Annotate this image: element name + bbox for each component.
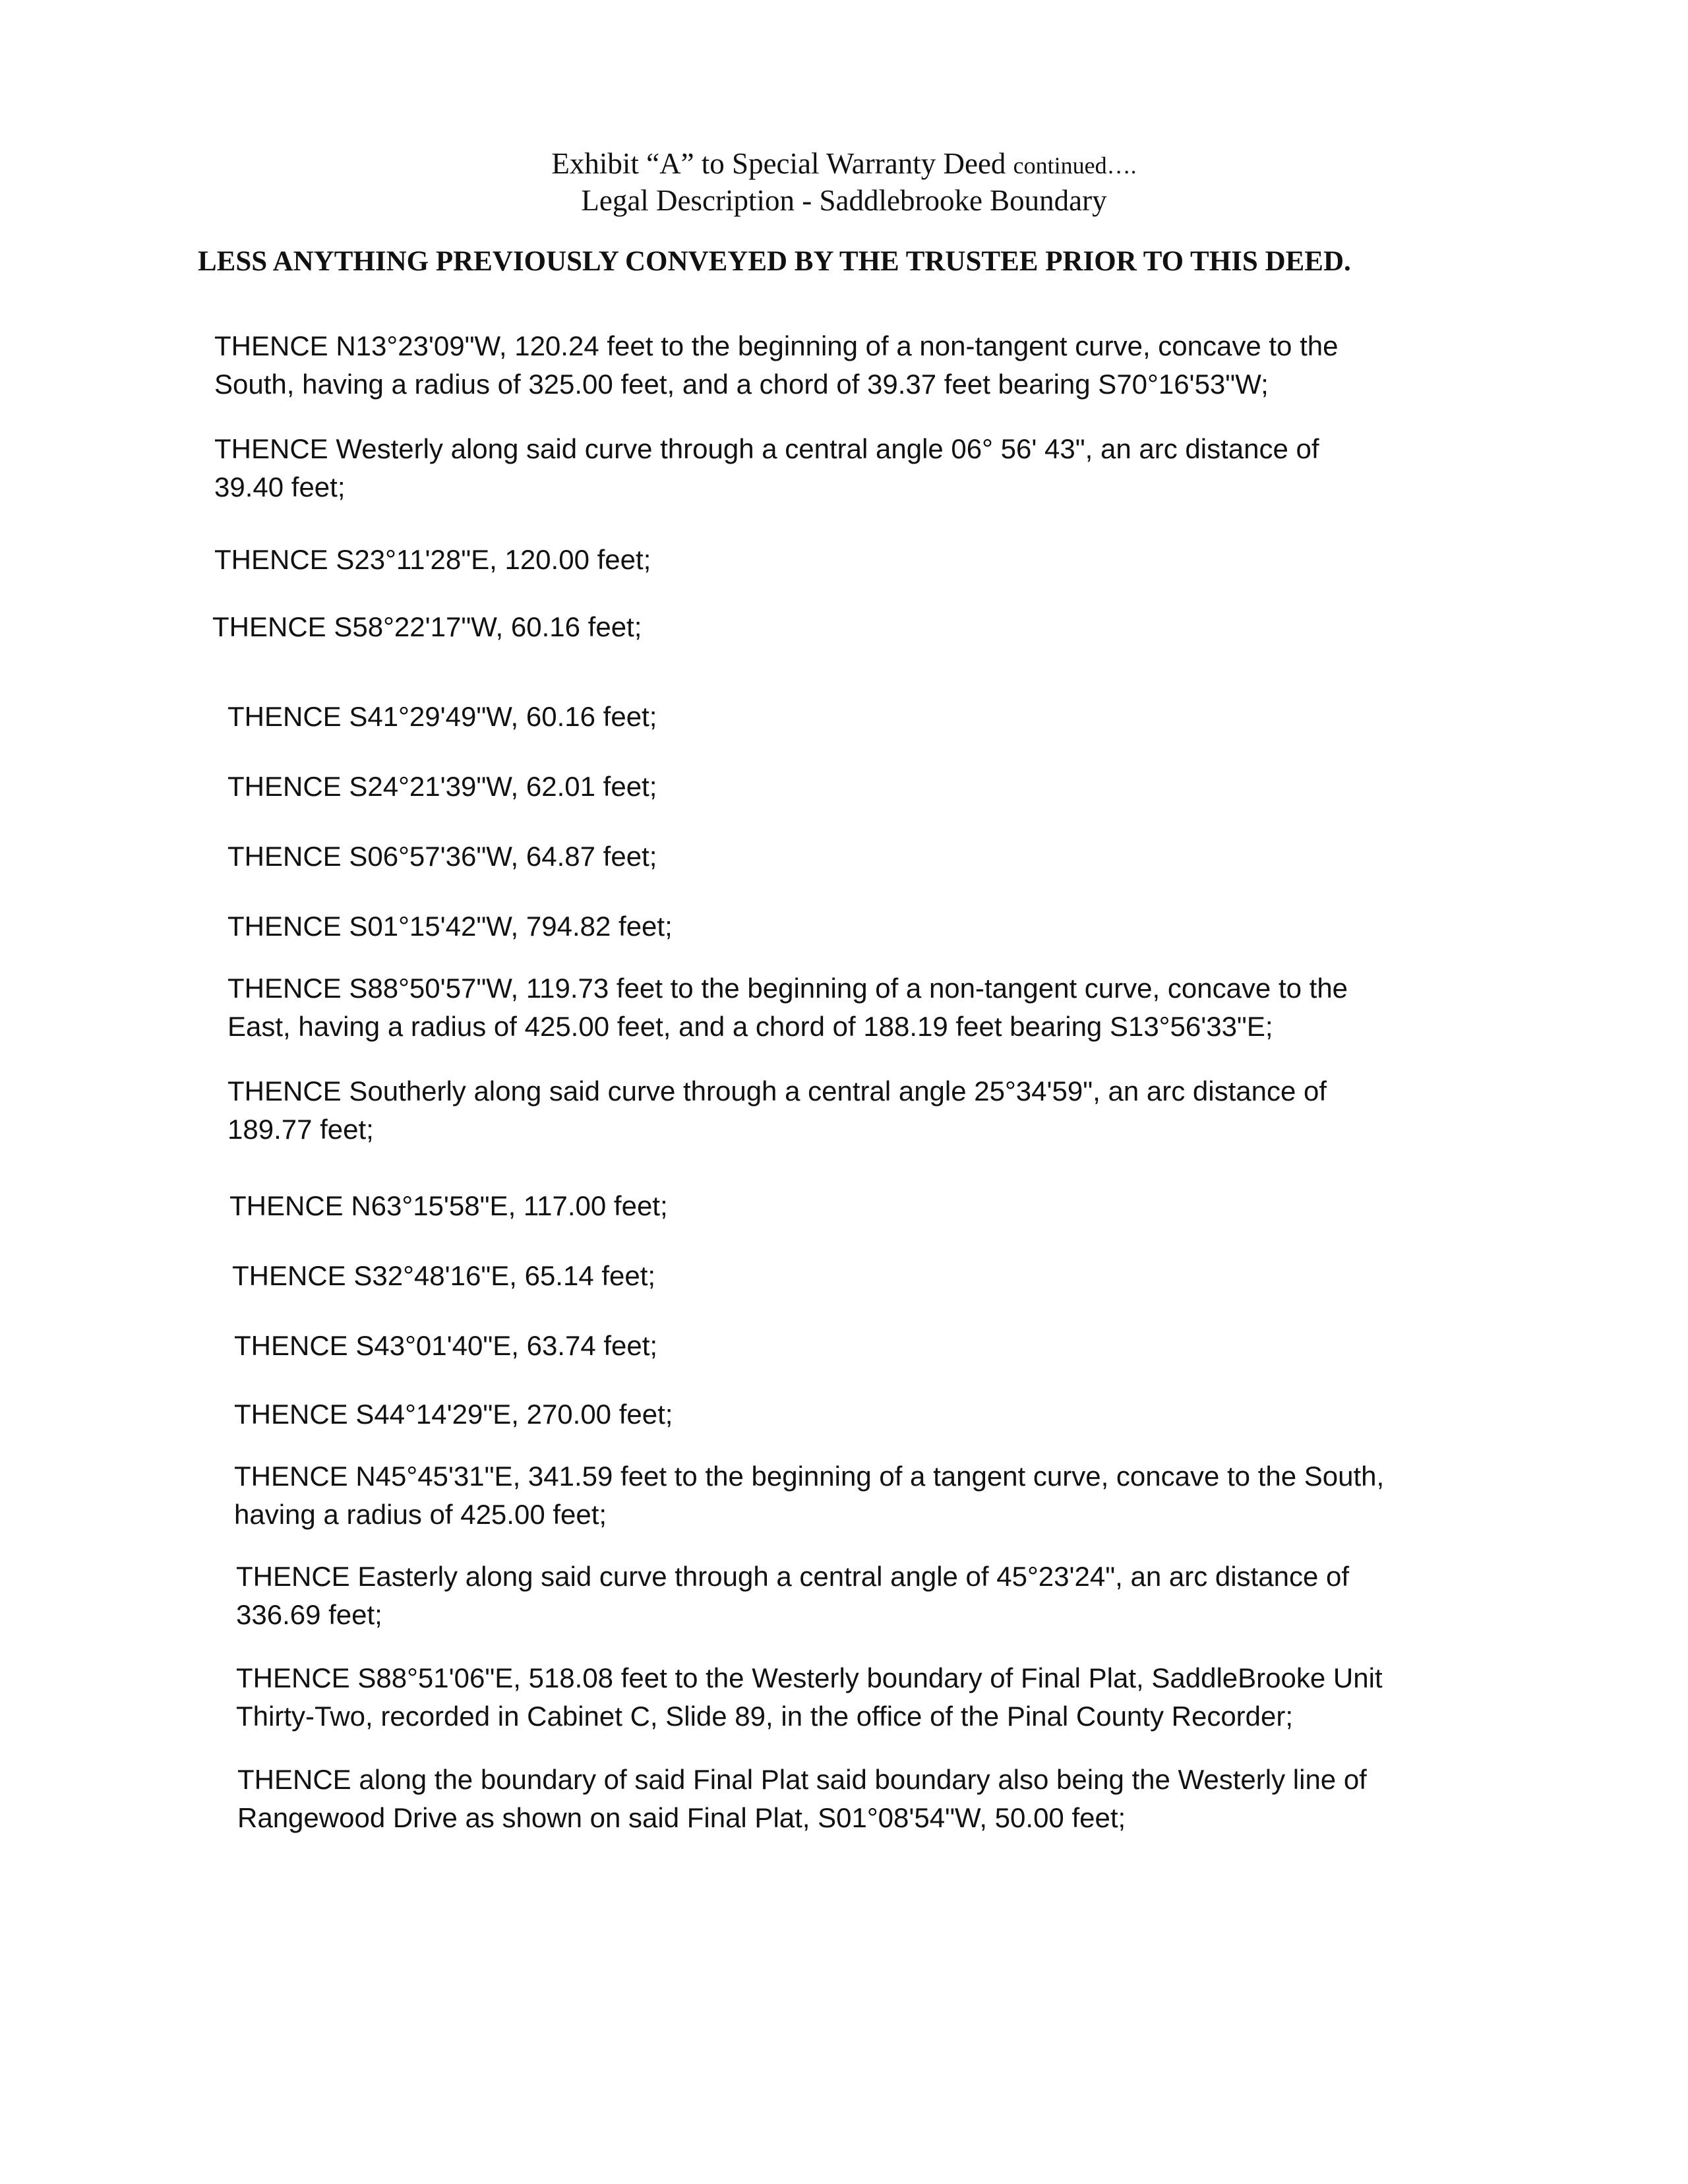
course-paragraph-5 xyxy=(227,698,657,736)
paragraph-line: THENCE Westerly along said curve through a central angle 06° 56' 43", an arc distance of xyxy=(214,433,1319,464)
paragraph-line: THENCE S23°11'28"E, 120.00 feet; xyxy=(214,544,651,575)
paragraph-line: THENCE N45°45'31"E, 341.59 feet to the beginning of a tangent curve, concave to the South, xyxy=(234,1461,1385,1492)
paragraph-line: THENCE S06°57'36"W, 64.87 feet; xyxy=(227,841,657,872)
course-paragraph-13 xyxy=(234,1327,657,1365)
paragraph-line: THENCE N13°23'09"W, 120.24 feet to the beginning of a non-tangent curve, concave to the xyxy=(214,330,1339,361)
paragraph-line: THENCE N63°15'58"E, 117.00 feet; xyxy=(229,1190,668,1221)
course-paragraph-3 xyxy=(214,541,651,579)
paragraph-line: having a radius of 425.00 feet; xyxy=(234,1499,607,1530)
paragraph-line: THENCE S88°51'06"E, 518.08 feet to the Westerly boundary of Final Plat, SaddleBrooke Unit xyxy=(236,1662,1383,1693)
paragraph-line: THENCE S01°15'42"W, 794.82 feet; xyxy=(227,911,673,942)
paragraph-line: 39.40 feet; xyxy=(214,471,346,502)
exhibit-title-main: Exhibit “A” to Special Warranty Deed xyxy=(551,147,1006,180)
paragraph-line: THENCE Southerly along said curve through a central angle 25°34'59", an arc distance of xyxy=(227,1076,1327,1107)
course-paragraph-4 xyxy=(212,608,642,646)
exception-notice: LESS ANYTHING PREVIOUSLY CONVEYED BY THE TRUSTEE PRIOR TO THIS DEED. xyxy=(198,246,1351,277)
paragraph-line: 189.77 feet; xyxy=(227,1114,374,1145)
course-paragraph-15 xyxy=(234,1457,1384,1534)
exhibit-title xyxy=(0,144,1688,185)
paragraph-line: THENCE S44°14'29"E, 270.00 feet; xyxy=(234,1399,673,1430)
paragraph-line: Rangewood Drive as shown on said Final Plat, S01°08'54"W, 50.00 feet; xyxy=(237,1802,1126,1833)
paragraph-line: THENCE S43°01'40"E, 63.74 feet; xyxy=(234,1330,658,1361)
paragraph-line: South, having a radius of 325.00 feet, and a chord of 39.37 feet bearing S70°16'53"W; xyxy=(214,369,1269,400)
paragraph-line: Thirty-Two, recorded in Cabinet C, Slide 89, in the office of the Pinal County Recorder; xyxy=(236,1701,1294,1732)
paragraph-line: THENCE S32°48'16"E, 65.14 feet; xyxy=(232,1260,656,1291)
course-paragraph-8 xyxy=(227,907,673,946)
exhibit-title-suffix: continued…. xyxy=(1013,152,1137,179)
paragraph-line: 336.69 feet; xyxy=(236,1599,382,1630)
course-paragraph-18 xyxy=(237,1761,1367,1837)
course-paragraph-9 xyxy=(227,969,1348,1046)
paragraph-line: East, having a radius of 425.00 feet, and a chord of 188.19 feet bearing S13°56'33"E; xyxy=(227,1011,1273,1042)
paragraph-line: THENCE Easterly along said curve through a central angle of 45°23'24", an arc distance of xyxy=(236,1561,1349,1592)
course-paragraph-14 xyxy=(234,1395,673,1434)
legal-description-subtitle: Legal Description - Saddlebrooke Boundary xyxy=(581,184,1107,217)
course-paragraph-1 xyxy=(214,327,1338,404)
course-paragraph-16 xyxy=(236,1558,1349,1634)
paragraph-line: THENCE S24°21'39"W, 62.01 feet; xyxy=(227,771,657,802)
paragraph-line: THENCE S41°29'49"W, 60.16 feet; xyxy=(227,701,657,732)
course-paragraph-12 xyxy=(232,1257,655,1295)
paragraph-line: THENCE S58°22'17"W, 60.16 feet; xyxy=(212,611,642,642)
course-paragraph-7 xyxy=(227,837,657,876)
paragraph-line: THENCE S88°50'57"W, 119.73 feet to the beginning of a non-tangent curve, concave to the xyxy=(227,973,1348,1004)
paragraph-line: THENCE along the boundary of said Final Plat said boundary also being the Westerly line of xyxy=(237,1764,1367,1795)
course-paragraph-11 xyxy=(229,1187,668,1225)
course-paragraph-6 xyxy=(227,768,657,806)
course-paragraph-10 xyxy=(227,1072,1327,1149)
course-paragraph-2 xyxy=(214,430,1319,506)
course-paragraph-17 xyxy=(236,1659,1383,1736)
